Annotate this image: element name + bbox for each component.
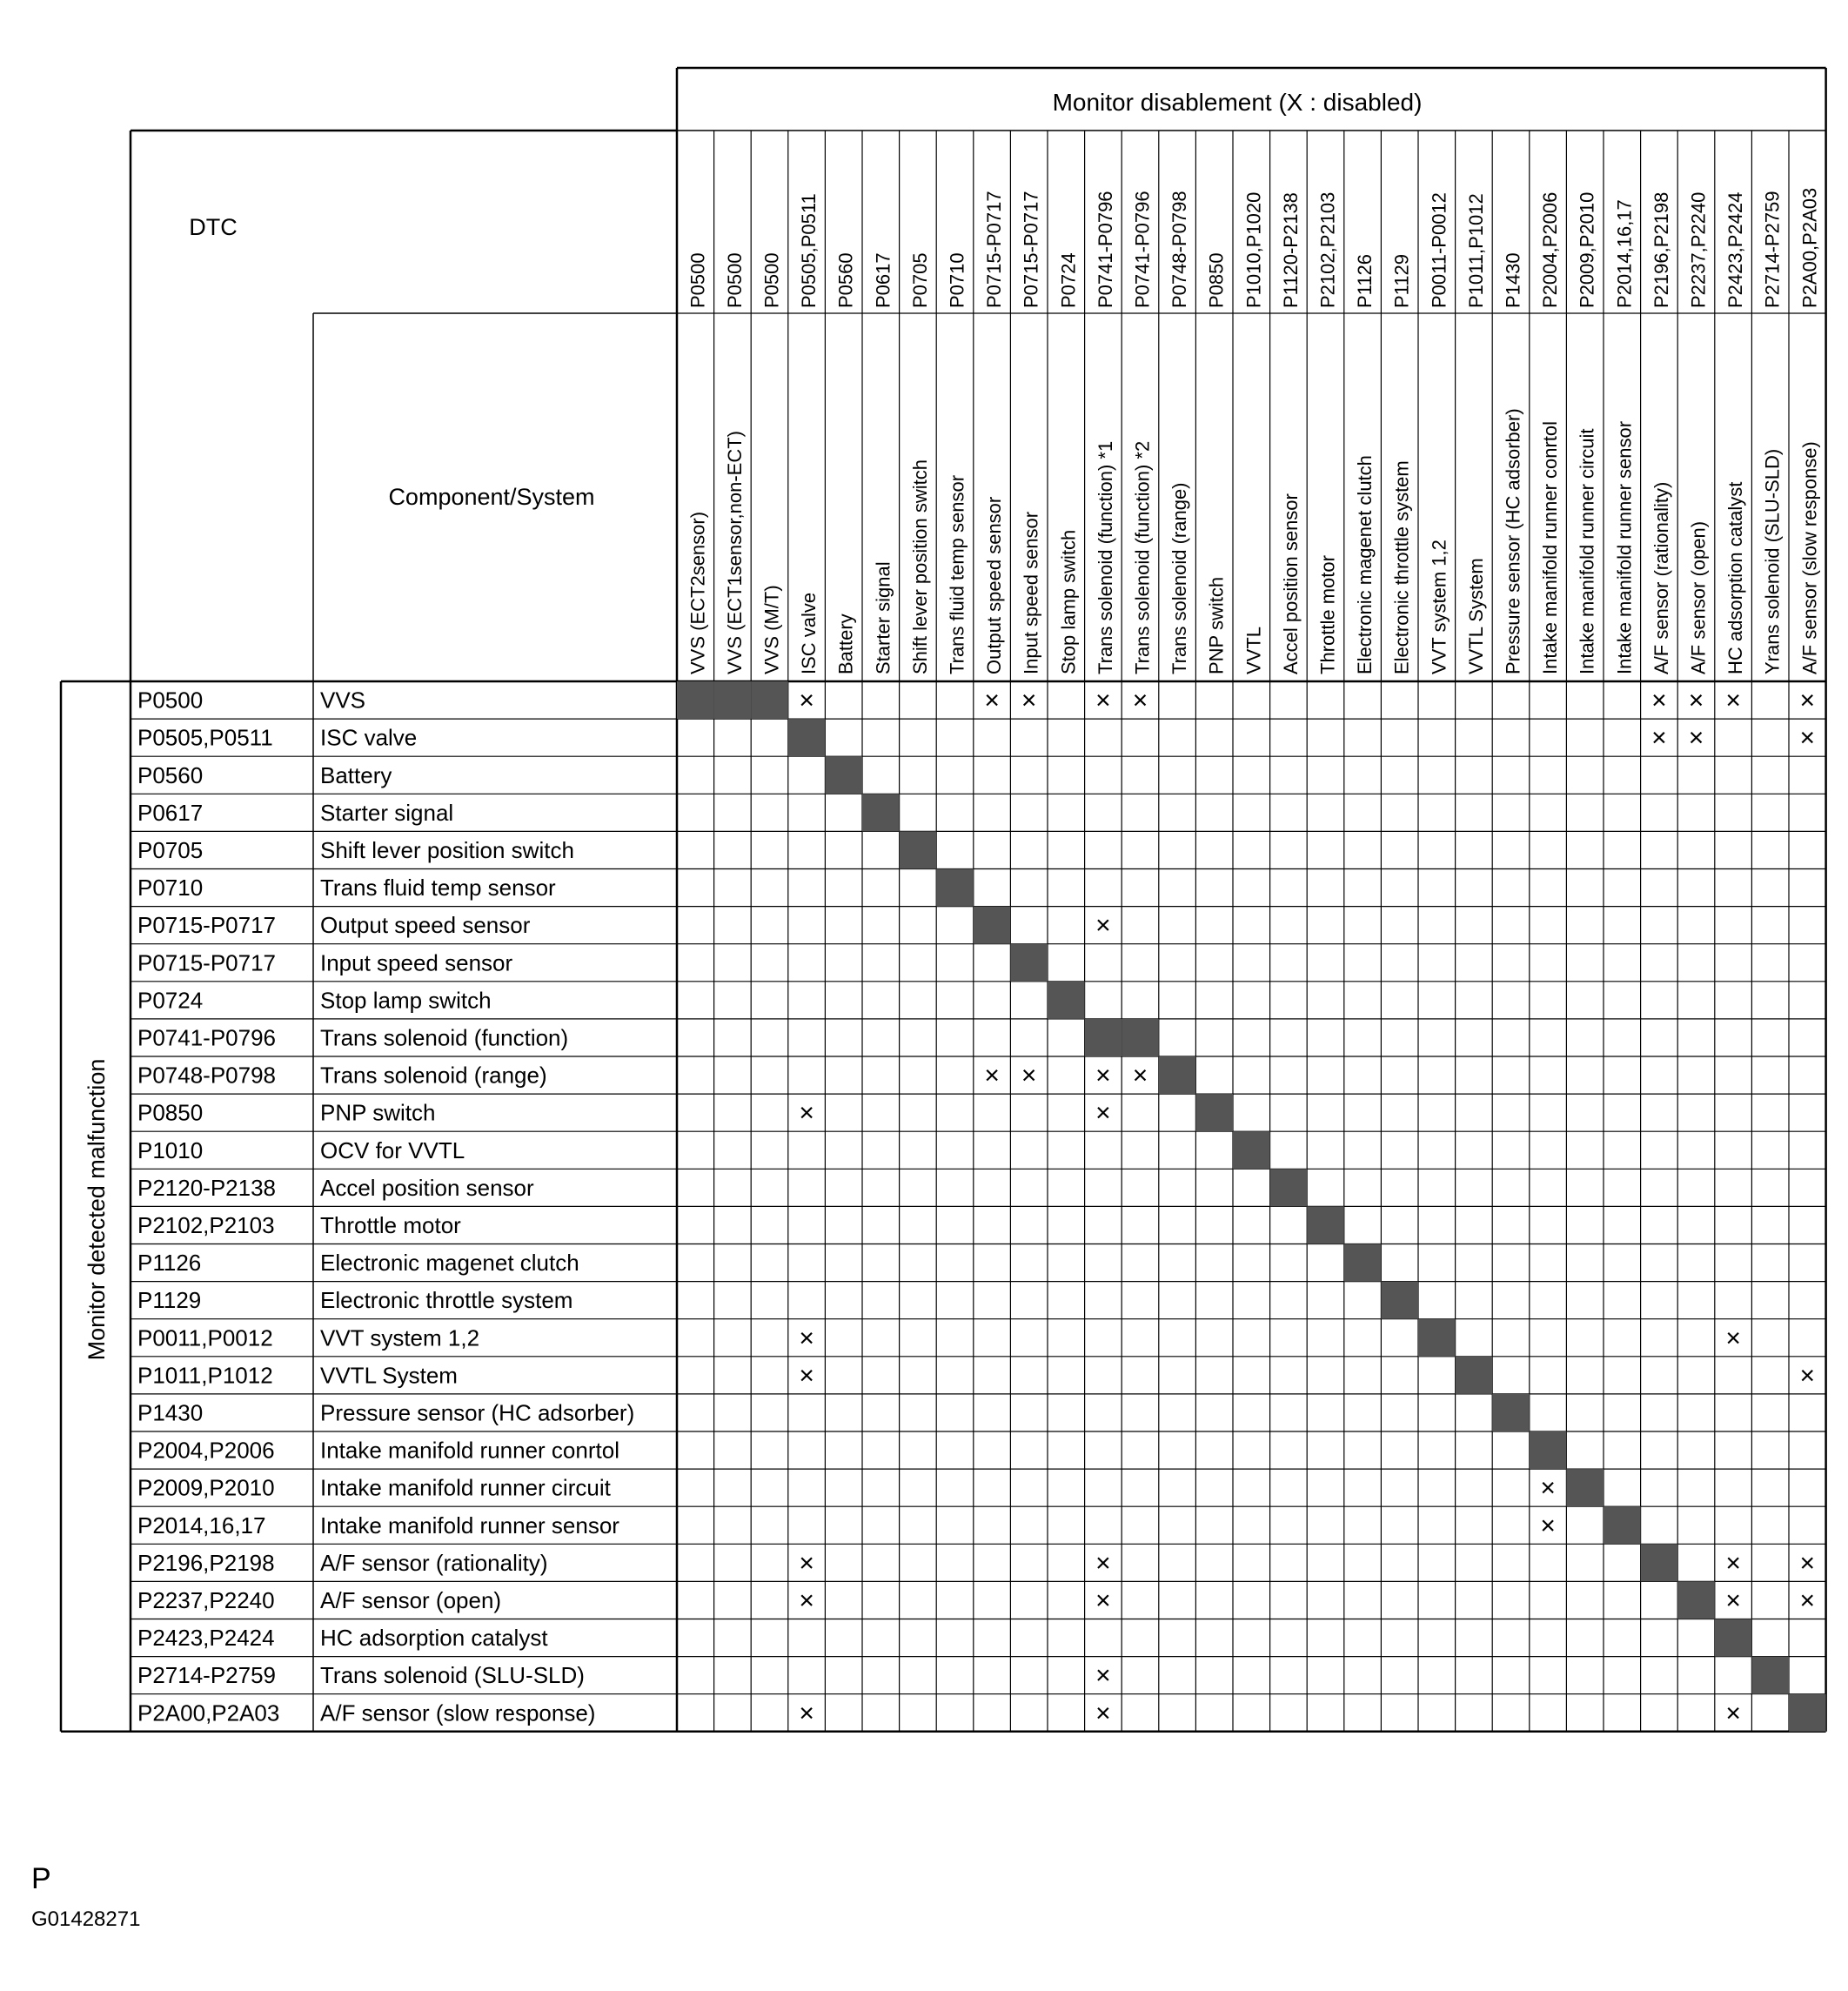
column-component-label: VVTL bbox=[1242, 626, 1265, 674]
column-dtc-label: P0505,P0511 bbox=[798, 193, 820, 308]
row-component-label: Trans solenoid (range) bbox=[320, 1062, 547, 1089]
row-dtc-label: P1129 bbox=[137, 1287, 202, 1314]
shaded-cell bbox=[825, 756, 862, 794]
row-dtc-label: P0705 bbox=[137, 836, 204, 863]
shaded-cell bbox=[1456, 1357, 1493, 1394]
column-dtc-label: P0560 bbox=[834, 252, 857, 308]
row-dtc-label: P1010 bbox=[137, 1136, 204, 1163]
shaded-cell bbox=[788, 719, 826, 756]
row-component-label: Intake manifold runner conrtol bbox=[320, 1437, 619, 1464]
column-component-label: Trans fluid temp sensor bbox=[946, 474, 968, 674]
disabled-mark: × bbox=[1799, 1548, 1816, 1578]
row-component-label: Electronic throttle system bbox=[320, 1287, 573, 1314]
column-component-label: Output speed sensor bbox=[983, 496, 1006, 674]
row-dtc-label: P2009,P2010 bbox=[137, 1474, 275, 1501]
column-component-label: Pressure sensor (HC adsorber) bbox=[1502, 408, 1524, 674]
row-component-label: VVS bbox=[320, 687, 366, 714]
disabled-mark: × bbox=[799, 1098, 814, 1128]
row-dtc-label: P1126 bbox=[137, 1250, 202, 1277]
disabled-mark: × bbox=[799, 1324, 814, 1353]
shaded-cell bbox=[900, 831, 937, 868]
disabled-mark: × bbox=[1725, 686, 1741, 715]
row-component-label: Pressure sensor (HC adsorber) bbox=[320, 1399, 635, 1426]
disabled-mark: × bbox=[1095, 1548, 1111, 1578]
column-component-label: Yrans solenoid (SLU-SLD) bbox=[1761, 448, 1784, 674]
disabled-mark: × bbox=[1095, 1098, 1111, 1128]
column-component-label: Trans solenoid (function) *1 bbox=[1094, 440, 1116, 674]
column-dtc-label: P0741-P0796 bbox=[1131, 191, 1154, 308]
row-dtc-label: P0715-P0717 bbox=[137, 949, 277, 976]
disabled-mark: × bbox=[1021, 686, 1037, 715]
row-dtc-label: P1430 bbox=[137, 1399, 204, 1426]
row-dtc-label: P2A00,P2A03 bbox=[137, 1699, 280, 1726]
row-dtc-label: P0011,P0012 bbox=[137, 1324, 273, 1351]
shaded-cell bbox=[1566, 1469, 1604, 1506]
column-component-label: VVS (ECT1sensor,non-ECT) bbox=[723, 431, 746, 674]
column-dtc-label: P2004,P2006 bbox=[1539, 191, 1562, 308]
shaded-cell bbox=[1604, 1506, 1641, 1544]
row-component-label: VVT system 1,2 bbox=[320, 1324, 480, 1351]
component-system-header-label: Component/System bbox=[388, 484, 595, 510]
disabled-mark: × bbox=[1799, 1361, 1816, 1391]
shaded-cell bbox=[1048, 982, 1085, 1019]
row-dtc-label: P0741-P0796 bbox=[137, 1024, 277, 1051]
dtc-header-label: DTC bbox=[189, 214, 238, 240]
monitor-disablement-title: Monitor disablement (X : disabled) bbox=[1052, 89, 1423, 116]
disabled-mark: × bbox=[1688, 686, 1704, 715]
disabled-mark: × bbox=[1095, 1699, 1111, 1728]
disabled-mark: × bbox=[799, 686, 814, 715]
shaded-cell bbox=[1381, 1282, 1418, 1319]
row-component-label: Trans fluid temp sensor bbox=[320, 875, 556, 902]
column-component-label: Electronic magenet clutch bbox=[1354, 455, 1376, 674]
row-component-label: ISC valve bbox=[320, 724, 418, 751]
column-dtc-label: P0500 bbox=[760, 252, 783, 308]
row-dtc-label: P2004,P2006 bbox=[137, 1437, 275, 1464]
column-dtc-label: P0617 bbox=[872, 252, 894, 308]
row-component-label: Starter signal bbox=[320, 799, 454, 826]
disabled-mark: × bbox=[1799, 1585, 1816, 1615]
disabled-mark: × bbox=[1540, 1473, 1556, 1503]
shaded-cell bbox=[1492, 1394, 1530, 1431]
row-dtc-label: P0560 bbox=[137, 761, 204, 788]
row-dtc-label: P0724 bbox=[137, 987, 204, 1014]
disabled-mark: × bbox=[1651, 723, 1667, 753]
shaded-cell bbox=[677, 681, 714, 719]
shaded-cell bbox=[714, 681, 752, 719]
shaded-cell bbox=[1751, 1657, 1789, 1694]
column-component-label: Starter signal bbox=[872, 561, 894, 674]
row-component-label: HC adsorption catalyst bbox=[320, 1625, 548, 1652]
row-dtc-label: P2014,16,17 bbox=[137, 1512, 266, 1538]
column-component-label: ISC valve bbox=[798, 592, 820, 674]
row-component-label: VVTL System bbox=[320, 1362, 458, 1389]
shaded-cell bbox=[1233, 1131, 1270, 1169]
row-dtc-label: P0710 bbox=[137, 875, 204, 902]
disabled-mark: × bbox=[799, 1548, 814, 1578]
column-component-label: VVS (ECT2sensor) bbox=[686, 511, 709, 674]
disabled-mark: × bbox=[984, 686, 1000, 715]
column-component-label: Intake manifold runner conrtol bbox=[1539, 420, 1562, 674]
shaded-cell bbox=[974, 907, 1011, 944]
row-dtc-label: P2714-P2759 bbox=[137, 1662, 277, 1689]
column-component-label: Battery bbox=[834, 613, 857, 674]
row-dtc-label: P0715-P0717 bbox=[137, 912, 277, 939]
row-dtc-label: P2120-P2138 bbox=[137, 1174, 277, 1201]
column-component-label: Throttle motor bbox=[1316, 555, 1339, 674]
shaded-cell bbox=[1677, 1581, 1715, 1619]
row-component-label: Battery bbox=[320, 761, 392, 788]
disabled-mark: × bbox=[1095, 1061, 1111, 1090]
shaded-cell bbox=[1789, 1694, 1826, 1732]
disabled-mark: × bbox=[1021, 1061, 1037, 1090]
disabled-mark: × bbox=[1095, 1661, 1111, 1691]
shaded-cell bbox=[1641, 1544, 1678, 1581]
row-component-label: Output speed sensor bbox=[320, 912, 531, 939]
column-component-label: PNP switch bbox=[1205, 576, 1228, 674]
column-dtc-label: P2714-P2759 bbox=[1761, 191, 1784, 308]
shaded-cell bbox=[1715, 1619, 1752, 1657]
column-dtc-label: P0715-P0717 bbox=[1020, 191, 1042, 308]
disabled-mark: × bbox=[799, 1699, 814, 1728]
shaded-cell bbox=[936, 869, 974, 907]
shaded-cell bbox=[1085, 1019, 1122, 1056]
column-dtc-label: P1129 bbox=[1390, 254, 1413, 308]
column-dtc-label: P0705 bbox=[908, 252, 931, 308]
column-dtc-label: P2196,P2198 bbox=[1650, 191, 1672, 308]
column-component-label: Intake manifold runner circuit bbox=[1576, 428, 1598, 674]
column-component-label: VVS (M/T) bbox=[760, 585, 783, 674]
column-dtc-label: P0715-P0717 bbox=[983, 191, 1006, 308]
row-component-label: Intake manifold runner sensor bbox=[320, 1512, 619, 1538]
shaded-cell bbox=[1122, 1019, 1159, 1056]
disabled-mark: × bbox=[1540, 1511, 1556, 1540]
row-dtc-label: P2196,P2198 bbox=[137, 1549, 275, 1576]
shaded-cell bbox=[1307, 1206, 1344, 1244]
row-dtc-label: P2102,P2103 bbox=[137, 1211, 275, 1238]
row-dtc-label: P0748-P0798 bbox=[137, 1062, 277, 1089]
figure-id: G01428271 bbox=[31, 1907, 141, 1931]
disabled-mark: × bbox=[984, 1061, 1000, 1090]
row-component-label: Trans solenoid (function) bbox=[320, 1024, 569, 1051]
row-component-label: Trans solenoid (SLU-SLD) bbox=[320, 1662, 585, 1689]
disabled-mark: × bbox=[1095, 1585, 1111, 1615]
shaded-cell bbox=[1195, 1094, 1233, 1131]
row-dtc-label: P2423,P2424 bbox=[137, 1625, 275, 1652]
shaded-cell bbox=[862, 794, 900, 831]
row-component-label: Accel position sensor bbox=[320, 1174, 534, 1201]
disabled-mark: × bbox=[799, 1361, 814, 1391]
row-component-label: Intake manifold runner circuit bbox=[320, 1474, 611, 1501]
column-dtc-label: P1010,P1020 bbox=[1242, 191, 1265, 308]
column-dtc-label: P2423,P2424 bbox=[1724, 191, 1747, 308]
column-dtc-label: P0748-P0798 bbox=[1168, 191, 1191, 308]
column-dtc-label: P0724 bbox=[1057, 252, 1080, 308]
shaded-cell bbox=[1010, 944, 1048, 982]
row-component-label: Input speed sensor bbox=[320, 949, 513, 976]
column-component-label: Electronic throttle system bbox=[1390, 460, 1413, 674]
row-component-label: OCV for VVTL bbox=[320, 1136, 465, 1163]
column-component-label: Trans solenoid (function) *2 bbox=[1131, 440, 1154, 674]
column-component-label: VVTL System bbox=[1464, 558, 1487, 674]
column-dtc-label: P0850 bbox=[1205, 252, 1228, 308]
shaded-cell bbox=[1530, 1431, 1567, 1469]
column-dtc-label: P2237,P2240 bbox=[1687, 191, 1710, 308]
shaded-cell bbox=[1418, 1319, 1456, 1357]
column-component-label: HC adsorption catalyst bbox=[1724, 481, 1747, 674]
disabled-mark: × bbox=[1651, 686, 1667, 715]
row-dtc-label: P1011,P1012 bbox=[137, 1362, 273, 1389]
column-dtc-label: P2009,P2010 bbox=[1576, 191, 1598, 308]
shaded-cell bbox=[1344, 1244, 1382, 1282]
column-component-label: Accel position sensor bbox=[1279, 493, 1302, 674]
column-component-label: Stop lamp switch bbox=[1057, 529, 1080, 674]
shaded-cell bbox=[1270, 1169, 1308, 1206]
row-dtc-label: P2237,P2240 bbox=[137, 1586, 275, 1613]
row-component-label: A/F sensor (rationality) bbox=[320, 1549, 548, 1576]
column-dtc-label: P1120-P2138 bbox=[1279, 192, 1302, 308]
column-dtc-label: P2A00,P2A03 bbox=[1798, 187, 1821, 308]
column-component-label: VVT system 1,2 bbox=[1428, 540, 1450, 674]
row-component-label: A/F sensor (open) bbox=[320, 1586, 502, 1613]
disabled-mark: × bbox=[1799, 723, 1816, 753]
disabled-mark: × bbox=[1095, 686, 1111, 715]
disabled-mark: × bbox=[1725, 1324, 1741, 1353]
column-dtc-label: P0011-P0012 bbox=[1428, 192, 1450, 308]
column-dtc-label: P1126 bbox=[1354, 254, 1376, 308]
row-component-label: Electronic magenet clutch bbox=[320, 1250, 579, 1277]
row-dtc-label: P0850 bbox=[137, 1099, 204, 1126]
disabled-mark: × bbox=[1725, 1699, 1741, 1728]
disabled-mark: × bbox=[1132, 1061, 1148, 1090]
row-component-label: Shift lever position switch bbox=[320, 836, 574, 863]
row-component-label: Throttle motor bbox=[320, 1211, 461, 1238]
disabled-mark: × bbox=[1725, 1585, 1741, 1615]
disabled-mark: × bbox=[1132, 686, 1148, 715]
column-dtc-label: P0500 bbox=[686, 252, 709, 308]
column-dtc-label: P0741-P0796 bbox=[1094, 191, 1116, 308]
column-dtc-label: P2014,16,17 bbox=[1613, 199, 1636, 308]
row-dtc-label: P0505,P0511 bbox=[137, 724, 273, 751]
disabled-mark: × bbox=[1725, 1548, 1741, 1578]
column-component-label: A/F sensor (rationality) bbox=[1650, 481, 1672, 674]
column-component-label: Trans solenoid (range) bbox=[1168, 482, 1191, 674]
column-dtc-label: P0710 bbox=[946, 252, 968, 308]
row-component-label: A/F sensor (slow response) bbox=[320, 1699, 596, 1726]
shaded-cell bbox=[1159, 1056, 1196, 1094]
shaded-cell bbox=[751, 681, 788, 719]
column-component-label: A/F sensor (open) bbox=[1687, 520, 1710, 674]
column-component-label: A/F sensor (slow response) bbox=[1798, 441, 1821, 674]
row-component-label: PNP switch bbox=[320, 1099, 436, 1126]
column-component-label: Intake manifold runner sensor bbox=[1613, 420, 1636, 674]
row-dtc-label: P0617 bbox=[137, 799, 204, 826]
row-component-label: Stop lamp switch bbox=[320, 987, 492, 1014]
column-dtc-label: P0500 bbox=[723, 252, 746, 308]
column-component-label: Input speed sensor bbox=[1020, 511, 1042, 674]
column-dtc-label: P1011,P1012 bbox=[1464, 193, 1487, 308]
column-component-label: Shift lever position switch bbox=[908, 459, 931, 674]
disabled-mark: × bbox=[1095, 911, 1111, 941]
disabled-mark: × bbox=[799, 1585, 814, 1615]
column-dtc-label: P1430 bbox=[1502, 252, 1524, 308]
footer-letter: P bbox=[31, 1862, 51, 1895]
row-dtc-label: P0500 bbox=[137, 687, 204, 714]
disabled-mark: × bbox=[1688, 723, 1704, 753]
disabled-mark: × bbox=[1799, 686, 1816, 715]
column-dtc-label: P2102,P2103 bbox=[1316, 191, 1339, 308]
row-axis-label: Monitor detected malfunction bbox=[84, 1058, 110, 1361]
